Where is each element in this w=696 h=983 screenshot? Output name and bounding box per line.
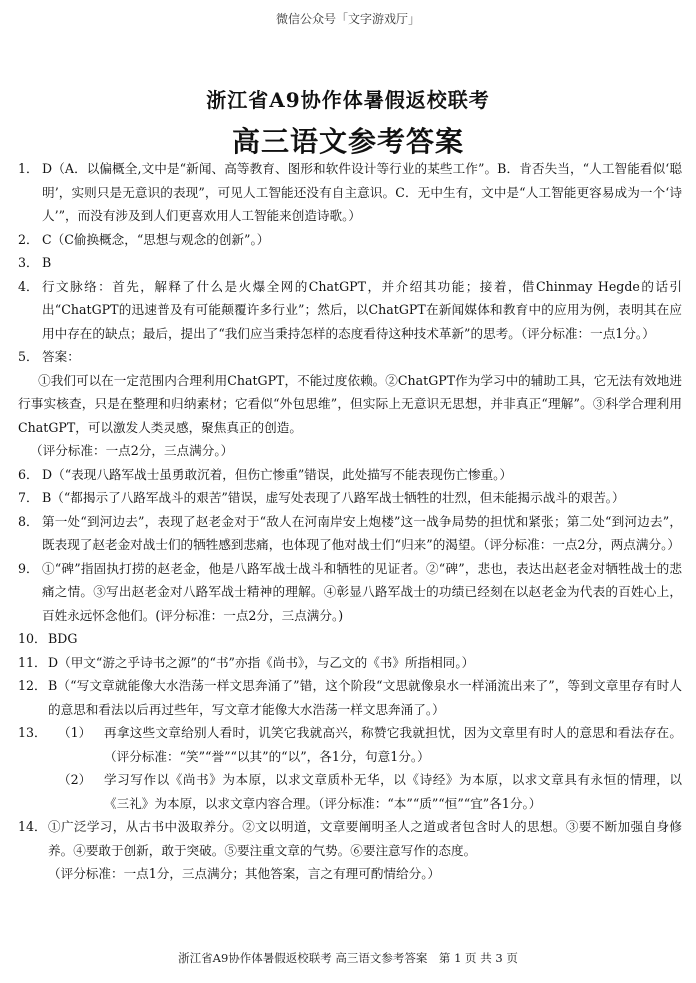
sub-answer-number: （2）	[58, 772, 92, 787]
answer-key-title: 高三语文参考答案	[231, 125, 464, 158]
answer-number: 10．	[18, 631, 47, 646]
answer-text: D（A．以偏概全,文中是“新闻、高等教育、图形和软件设计等行业的某些工作”。B．肯否失当，“人工智能看似‘聪明’，实则只是无意识的表现”，可见人工智能还没有自主意识。C．无中生有，文中是“人工智能更容易成为一个‘诗人’”，而没有涉及到人们更喜欢用人工智能来创造诗歌。）	[42, 161, 682, 223]
answer-text: ①广泛学习，从古书中汲取养分。②文以明道，文章要阐明圣人之道或者包含时人的思想。③要不断加强自身修养。④要敢于创新，敢于突破。⑤要注重文章的气势。⑥要注意写作的态度。	[48, 819, 682, 858]
answer-number: 6．	[18, 466, 39, 482]
answer-number: 11．	[18, 654, 47, 670]
answer-text: C（C偷换概念，“思想与观念的创新”。）	[42, 231, 270, 247]
answer-item-8	[18, 510, 682, 557]
answer-text: B（“都揭示了八路军战斗的艰苦”错误，虚写处表现了八路军战士牺牲的壮烈，但未能揭示战斗的艰苦。）	[42, 490, 625, 505]
answer-text: 行文脉络：首先，解释了什么是火爆全网的ChatGPT，并介绍其功能；接着，借Chinmay Hegde的话引出“ChatGPT的迅速普及有可能颠覆许多行业”；然后，以ChatGPT在新闻媒体和教育中的应用为例，表明其在应用中存在的缺点；最后，提出了“我们应当秉持怎样的态度看待这种技术革新”的思考。（评分标准：一点1分。）	[42, 278, 682, 341]
answer-text: D（甲文“游之乎诗书之源”的“书”亦指《尚书》，与乙文的《书》所指相同。）	[48, 654, 475, 670]
answer-number: 4．	[18, 278, 39, 294]
exam-title: 浙江省A9协作体暑假返校联考	[206, 88, 490, 112]
answer-number: 3．	[18, 255, 39, 270]
sub-answer-2	[18, 768, 682, 815]
answer-number: 13．	[18, 725, 47, 740]
answer-text: 第一处“到河边去”，表现了赵老金对于“敌人在河南岸安上炮楼”这一战争局势的担忧和紧张；第二处“到河边去”，既表现了赵老金对战士们的牺牲感到悲痛，也体现了他对战士们“归来”的渴望。（评分标准：一点2分，两点满分。）	[42, 513, 682, 552]
answer-item-12	[18, 674, 682, 721]
answer-number: 2．	[18, 231, 39, 247]
answer-number: 14．	[18, 819, 47, 834]
answer-text: ①“碑”指固执打捞的赵老金，他是八路军战士战斗和牺牲的见证者。②“碑”，悲也，表达出赵老金对牺牲战士的悲痛之情。③写出赵老金对八路军战士精神的理解。④彰显八路军战士的功绩已经刻在以赵老金为代表的百姓心上，百姓永远怀念他们。(评分标准：一点2分，三点满分。)	[42, 560, 682, 623]
answer-item-3	[18, 251, 682, 275]
answer-item-9	[18, 557, 682, 628]
scoring-note: （评分标准：一点1分，三点满分；其他答案，言之有理可酌情给分。）	[48, 866, 441, 881]
sub-answer-1	[18, 721, 682, 768]
answer-item-4	[18, 275, 682, 346]
wechat-header-note: 微信公众号「文字游戏厅」	[275, 12, 420, 26]
answer-item-11	[18, 651, 682, 675]
answer-number: 12．	[18, 678, 47, 693]
page-footer: 浙江省A9协作体暑假返校联考 高三语文参考答案 第 1 页 共 3 页	[178, 951, 518, 965]
answer-label: 答案：	[42, 349, 80, 364]
sub-answer-text: 再拿这些文章给别人看时，讥笑它我就高兴，称赞它我就担忧，因为文章里有时人的意思和看法存在。（评分标准：“笑”“誉”“以其”的“以”，各1分，句意1分。）	[104, 725, 682, 764]
scoring-note: （评分标准：一点2分，三点满分。）	[30, 443, 234, 458]
answer-text: B（“写文章就能像大水浩荡一样文思奔涌了”错，这个阶段“文思就像泉水一样涌流出来了”，等到文章里存有时人的意思和看法以后再过些年，写文章才能像大水浩荡一样文思奔涌了。）	[48, 678, 682, 717]
answer-number: 5．	[18, 349, 39, 364]
answer-item-5	[18, 345, 682, 463]
answer-body: ①我们可以在一定范围内合理利用ChatGPT，不能过度依赖。②ChatGPT作为学习中的辅助工具，它无法有效地进行事实核查，只是在整理和归纳素材；它看似“外包思维”，但实际上无意识无思想，并非真正“理解”。③科学合理利用ChatGPT，可以激发人类灵感，聚焦真正的创造。	[18, 372, 682, 435]
answer-item-7	[18, 486, 682, 510]
answer-text: B	[42, 255, 52, 270]
answer-number: 1．	[18, 161, 39, 176]
answer-number: 9．	[18, 560, 39, 576]
answer-item-6	[18, 463, 682, 487]
answer-item-1	[18, 157, 682, 228]
answer-number: 7．	[18, 490, 39, 505]
answer-item-13	[18, 721, 682, 815]
answer-item-2	[18, 228, 682, 252]
answer-item-10	[18, 627, 682, 651]
sub-answer-number: （1）	[58, 725, 92, 740]
answer-list	[18, 157, 682, 886]
answer-text: BDG	[48, 631, 78, 646]
answer-text: D（“表现八路军战士虽勇敢沉着，但伤亡惨重”错误，此处描写不能表现伤亡惨重。）	[42, 466, 513, 482]
answer-number: 8．	[18, 513, 39, 529]
answer-item-14	[18, 815, 682, 886]
sub-answer-text: 学习写作以《尚书》为本原，以求文章质朴无华，以《诗经》为本原，以求文章具有永恒的情理，以《三礼》为本原，以求文章内容合理。（评分标准：“本”“质”“恒”“宜”各1分。）	[104, 772, 682, 811]
